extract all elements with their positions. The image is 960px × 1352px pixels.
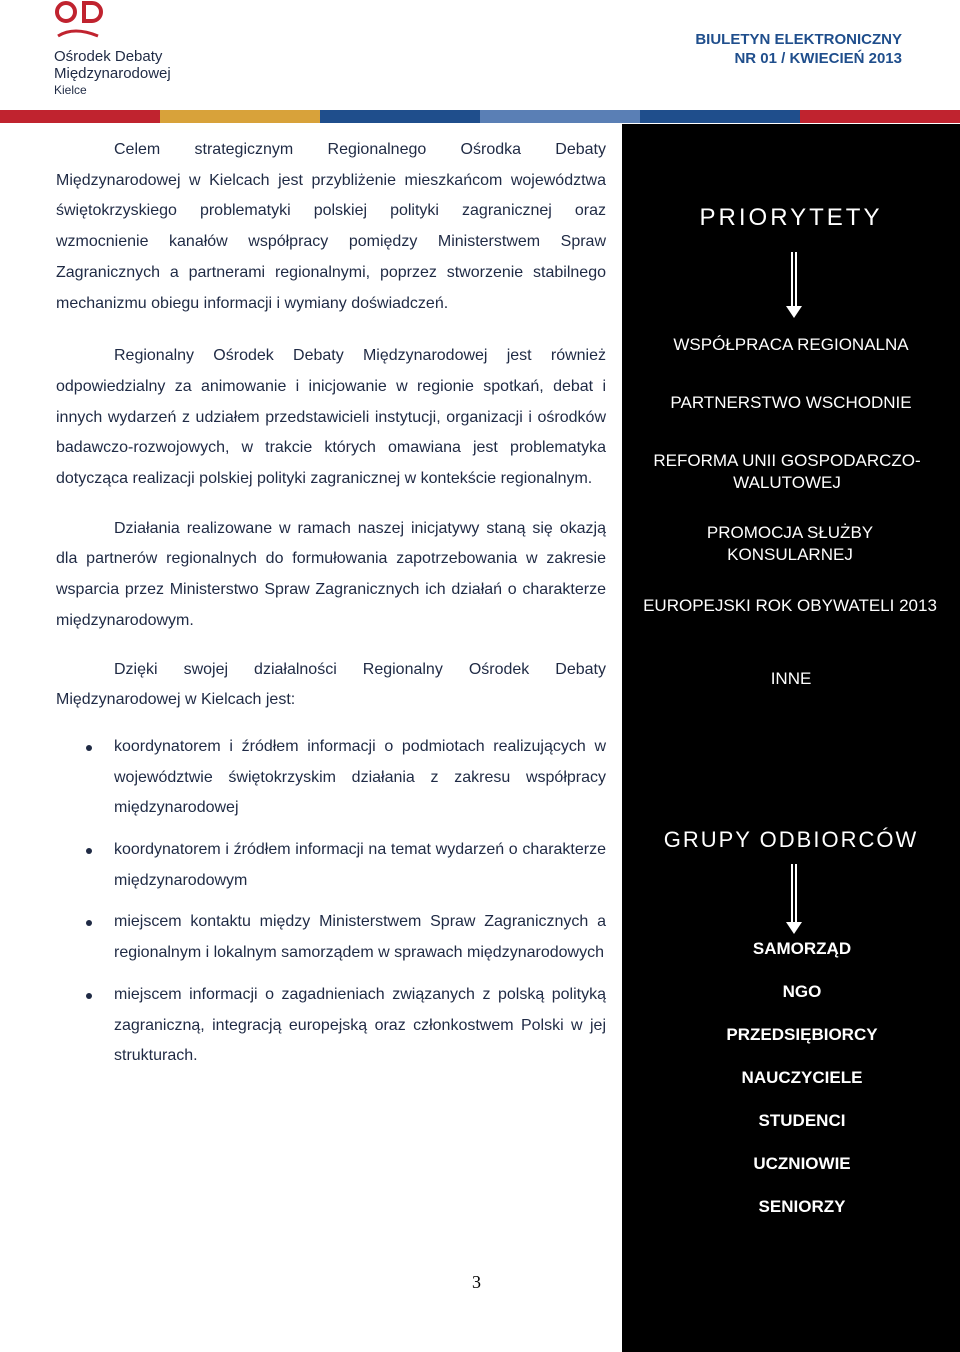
list-item: koordynatorem i źródłem informacji na temat wydarzeń o charakterze międzynarodowym — [56, 835, 606, 896]
list-item: miejscem kontaktu między Ministerstwem Spraw Zagranicznych a regionalnym i lokalnym samorządem w sprawach międzynarodowych — [56, 907, 606, 968]
logo-text-line3: Kielce — [54, 83, 87, 97]
main-content — [56, 135, 606, 1083]
group-item: SENIORZY — [758, 1197, 846, 1216]
sidebar-panel — [622, 124, 960, 1352]
priority-item: PARTNERSTWO WSCHODNIE — [670, 393, 912, 412]
group-item: PRZEDSIĘBIORCY — [726, 1025, 878, 1044]
paragraph-roles-intro: Dzięki swojej działalności Regionalny Ośrodek Debaty Międzynarodowej w Kielcach jest: — [56, 660, 606, 709]
list-item: miejscem informacji o zagadnieniach związanych z polską polityką zagraniczną, integracją europejską oraz członkostwem Polski w jej strukturach. — [56, 980, 606, 1072]
list-item: koordynatorem i źródłem informacji o podmiotach realizujących w województwie świętokrzyskim działania z zakresu współpracy międzynarodowej — [56, 732, 606, 824]
priorities-heading: PRIORYTETY — [699, 204, 883, 231]
priority-item: EUROPEJSKI ROK OBYWATELI 2013 — [643, 596, 937, 615]
arrow-down-icon — [784, 864, 804, 934]
group-item: NAUCZYCIELE — [741, 1068, 863, 1087]
groups-heading: GRUPY ODBIORCÓW — [663, 827, 919, 852]
group-item: NGO — [782, 982, 822, 1001]
priority-item: REFORMA UNII GOSPODARCZO-WALUTOWEJ — [653, 451, 921, 492]
bullet-icon — [86, 920, 92, 926]
priority-item: INNE — [770, 669, 812, 688]
logo-text-line2: Międzynarodowej — [54, 65, 171, 82]
bullet-icon — [86, 993, 92, 999]
roles-list — [56, 732, 606, 1072]
paragraph-responsibility: Regionalny Ośrodek Debaty Międzynarodowej jest również odpowiedzialny za animowanie i inicjowanie w regionie spotkań, debat i innych wydarzeń z udziałem przedstawicieli instytucji, organizacji i ośrodków badawczo-rozwojowych, w trakcie których omawiana jest problematyka dotycząca realizacji polskiej polityki zagranicznej w kontekście regionalnym. — [56, 347, 606, 488]
group-item: UCZNIOWIE — [753, 1154, 851, 1173]
priority-item: PROMOCJA SŁUŻBY KONSULARNEJ — [706, 523, 874, 564]
paragraph-activities: Działania realizowane w ramach naszej inicjatywy staną się okazją dla partnerów regionalnych do formułowania zapotrzebowania w zakresie wsparcia przez Ministerstwo Spraw Zagranicznych ich działań o charakterze międzynarodowym. — [56, 519, 606, 629]
group-item: STUDENCI — [758, 1111, 846, 1130]
logo — [54, 0, 194, 100]
arrow-down-icon — [784, 252, 804, 318]
paragraph-goal: Celem strategicznym Regionalnego Ośrodka Debaty Międzynarodowej w Kielcach jest przybliżenie mieszkańcom województwa świętokrzyskiego problematyki polskiej polityki zagranicznej oraz wzmocnienie kanałów współpracy pomiędzy Ministerstwem Spraw Zagranicznych a partnerami regionalnymi, poprzez stworzenie stabilnego mechanizmu obiegu informacji i wymiany doświadczeń. — [56, 141, 606, 312]
bulletin-title — [695, 30, 902, 68]
priority-item: WSPÓŁPRACA REGIONALNA — [673, 335, 909, 354]
color-stripe — [0, 110, 960, 123]
logo-mark-icon — [54, 0, 114, 44]
logo-text-line1: Ośrodek Debaty — [54, 48, 163, 65]
bullet-icon — [86, 745, 92, 751]
page-number: 3 — [472, 1272, 481, 1292]
group-item: SAMORZĄD — [752, 939, 852, 958]
bulletin-line1: BIULETYN ELEKTRONICZNY — [695, 31, 902, 48]
bulletin-line2: NR 01 / KWIECIEŃ 2013 — [734, 50, 902, 67]
bullet-icon — [86, 848, 92, 854]
